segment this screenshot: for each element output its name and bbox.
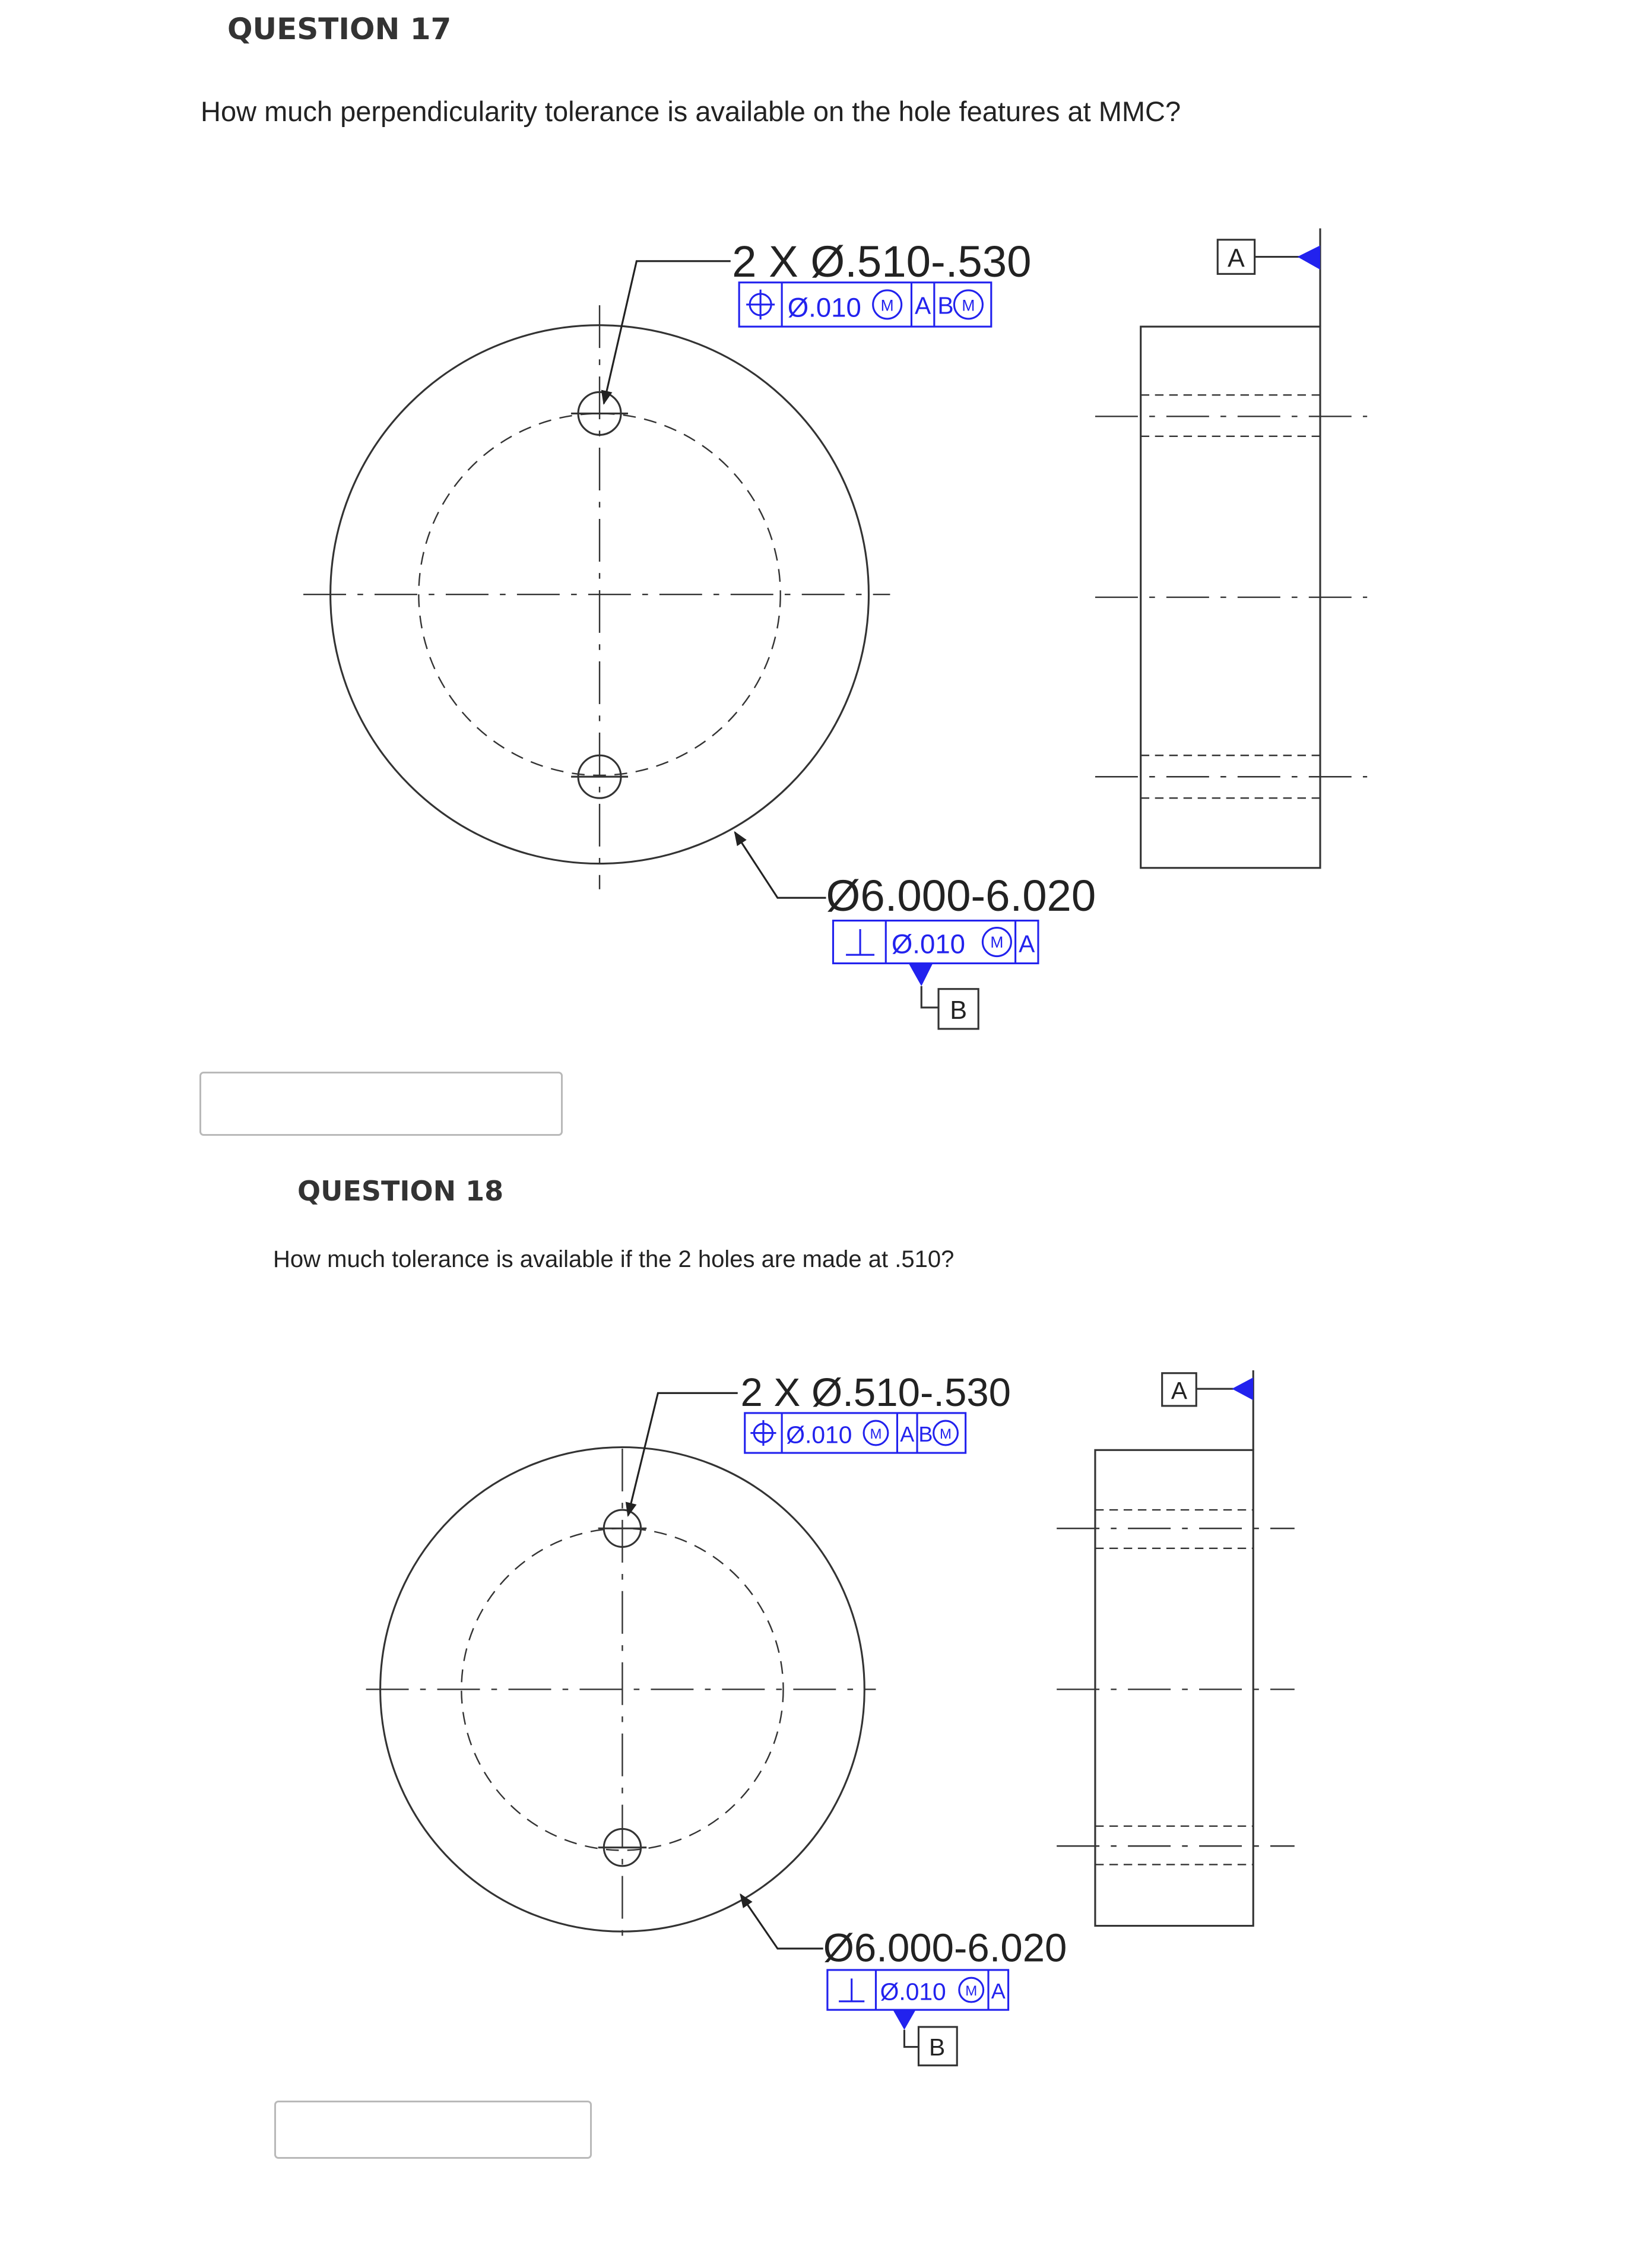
- svg-text:A: A: [900, 1421, 915, 1446]
- question-18-text: How much tolerance is available if the 2 holes are made at .510?: [273, 1246, 955, 1272]
- svg-text:M: M: [962, 296, 975, 315]
- svg-text:B: B: [918, 1421, 933, 1446]
- position-icon: [750, 1420, 776, 1446]
- q17-hole-callout: 2 X Ø.510-.530: [732, 237, 1032, 287]
- svg-text:A: A: [991, 1978, 1006, 2003]
- svg-text:M: M: [965, 1983, 978, 2000]
- question-17-text: How much perpendicularity tolerance is available on the hole features at MMC?: [201, 96, 1181, 127]
- q18-answer-input[interactable]: [274, 2101, 592, 2159]
- q17-od-callout: Ø6.000-6.020: [826, 870, 1096, 920]
- svg-text:M: M: [990, 933, 1004, 952]
- q18-od-callout: Ø6.000-6.020: [823, 1925, 1067, 1971]
- svg-text:B: B: [950, 996, 968, 1025]
- perpendicularity-icon: [839, 1978, 864, 2001]
- q18-od-leader: [741, 1895, 823, 1949]
- svg-text:Ø.010: Ø.010: [787, 292, 861, 323]
- svg-text:Ø.010: Ø.010: [880, 1978, 946, 2006]
- svg-text:M: M: [880, 296, 894, 315]
- q18-datum-a-triangle: [1232, 1377, 1253, 1400]
- svg-text:A: A: [915, 292, 931, 319]
- svg-text:M: M: [940, 1426, 952, 1443]
- q18-hole-callout: 2 X Ø.510-.530: [740, 1370, 1012, 1415]
- svg-text:B: B: [929, 2033, 946, 2061]
- q18-datum-b-triangle: [893, 2010, 915, 2030]
- q18-front-view: [366, 1448, 876, 1944]
- q18-side-view: [1057, 1370, 1295, 1926]
- svg-text:Ø.010: Ø.010: [891, 929, 966, 959]
- svg-text:B: B: [937, 292, 954, 319]
- svg-text:M: M: [870, 1426, 882, 1443]
- svg-text:Ø.010: Ø.010: [786, 1421, 852, 1449]
- svg-text:A: A: [1171, 1376, 1188, 1404]
- svg-text:A: A: [1228, 244, 1245, 273]
- question-18-heading: QUESTION 18: [297, 1175, 504, 1207]
- svg-text:A: A: [1019, 930, 1035, 958]
- question-17-heading: QUESTION 17: [227, 12, 452, 46]
